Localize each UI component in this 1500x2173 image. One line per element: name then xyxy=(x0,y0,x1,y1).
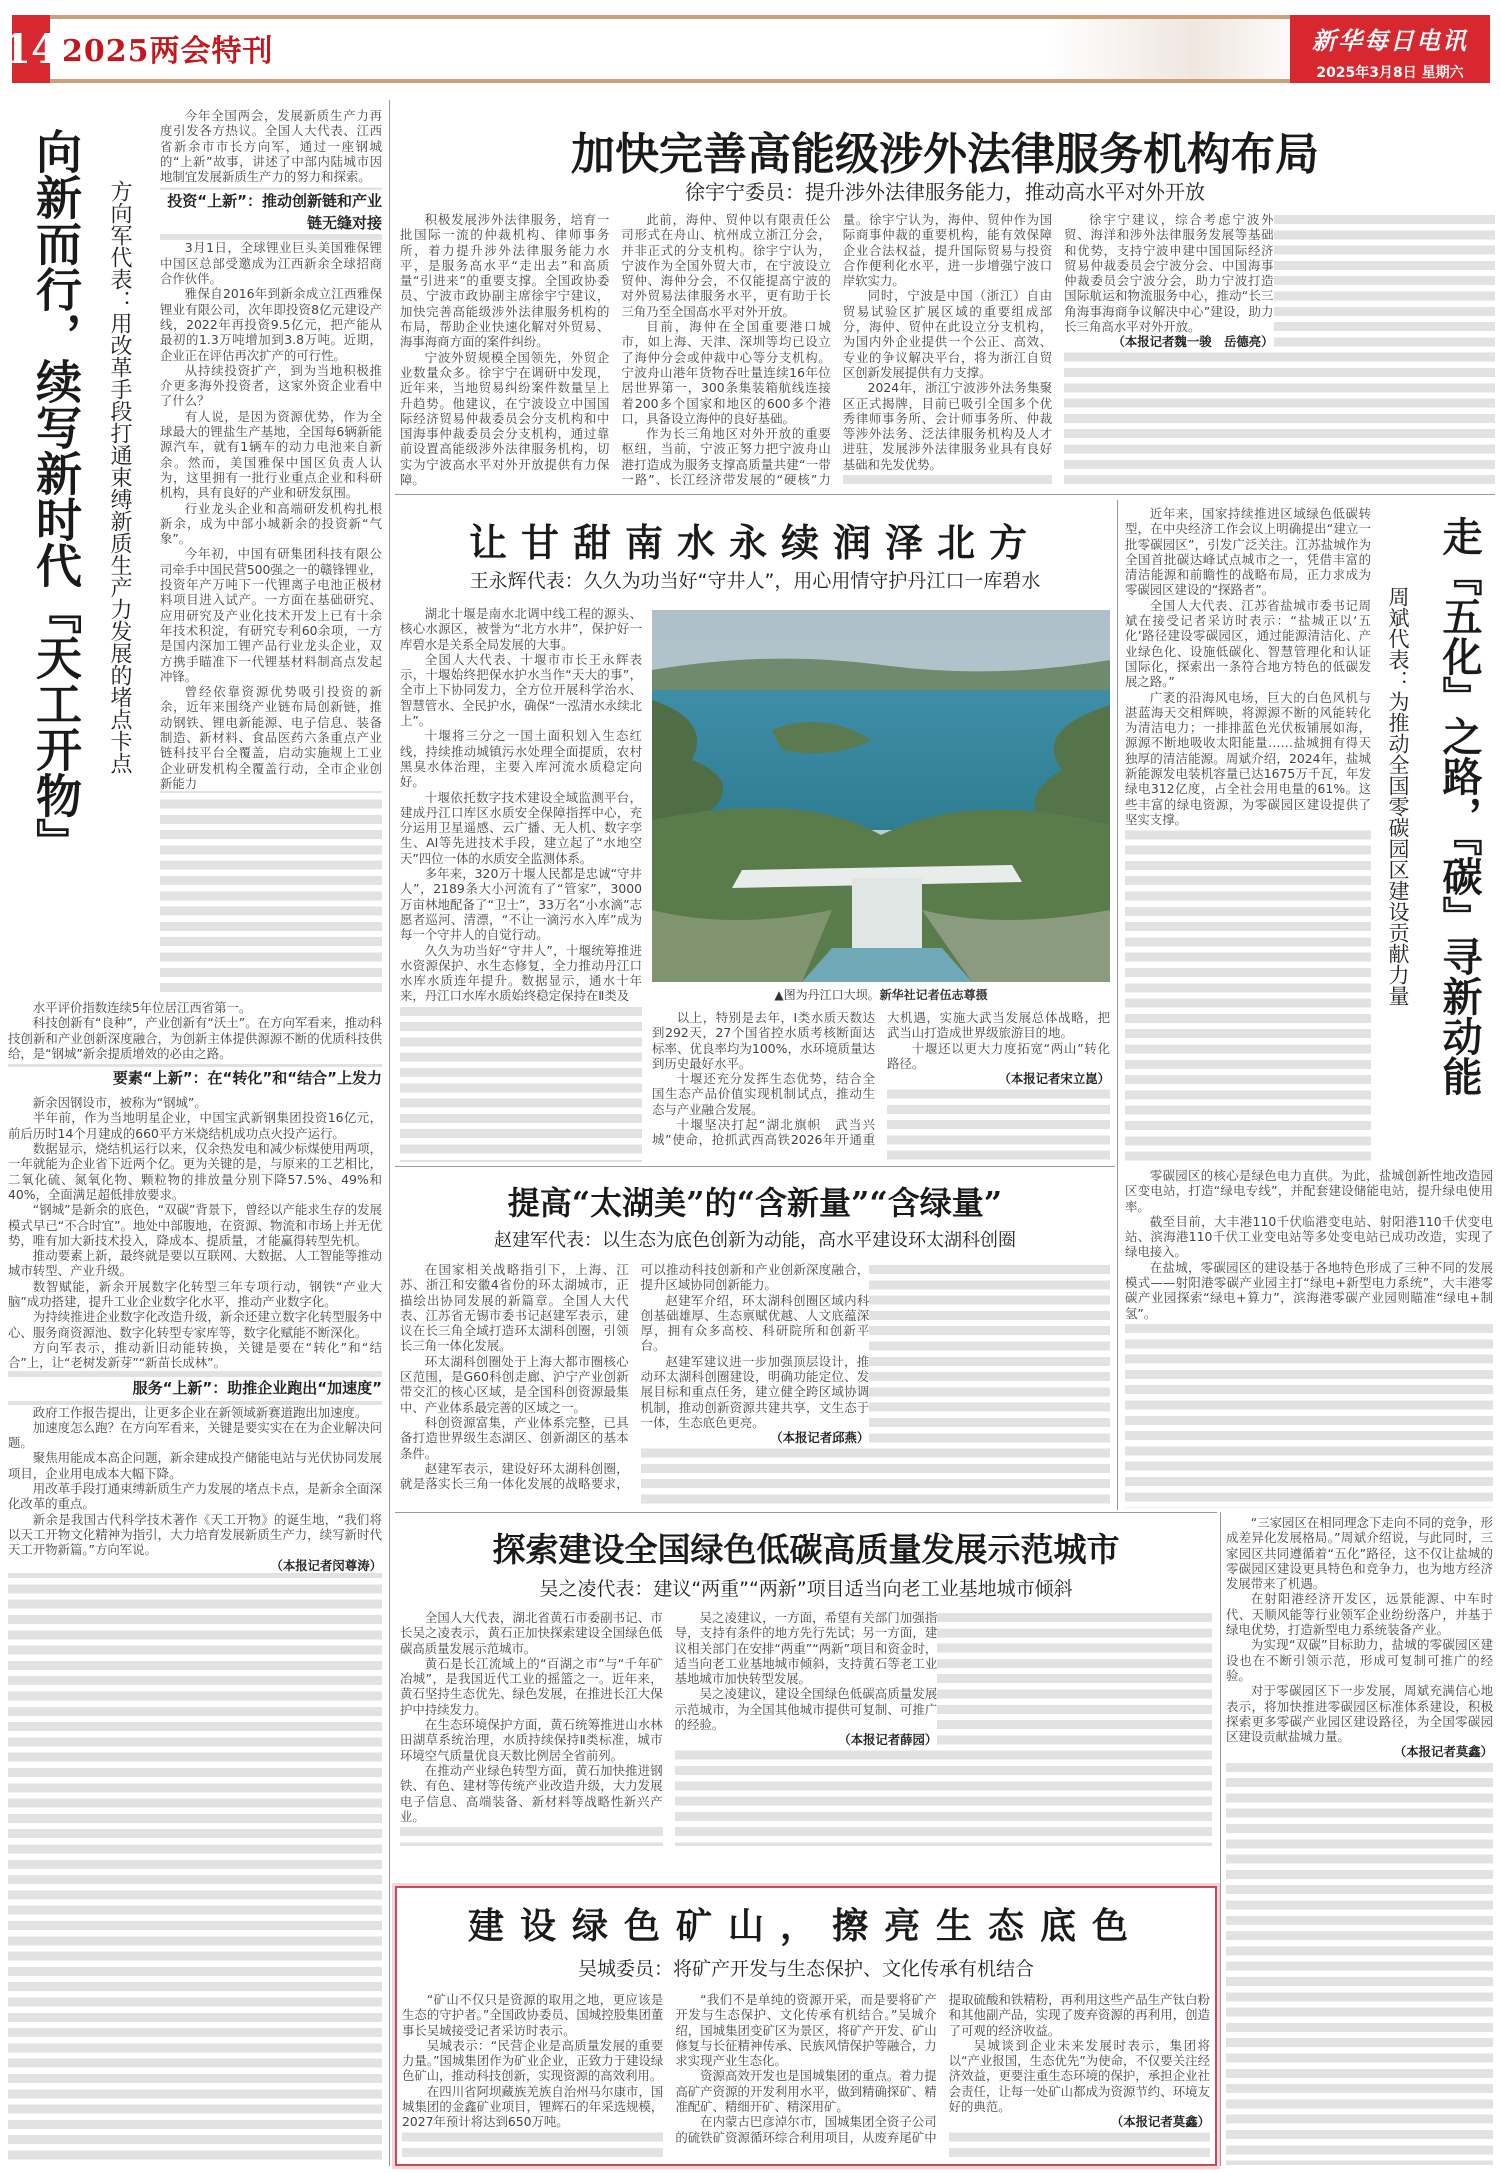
byline: （本报记者宋立崑） xyxy=(887,1071,1110,1086)
paragraph: 零碳园区的核心是绿色电力直供。为此，盐城创新性地改造园区变电站，打造“绿电专线”，并配套建设储能电站，提升绿电使用率。 xyxy=(1125,1168,1493,1214)
paragraph: 在国家相关战略指引下，上海、江苏、浙江和安徽4省份的环太湖城市，正描绘出协同发展的新篇章。全国人大代表、江苏省无锡市委书记赵建军表示，建议在长三角全域打造环太湖科创圈，引领长三角一体化发展。 xyxy=(400,1262,629,1354)
paragraph: 环太湖科创圈处于上海大都市圈核心区范围，是G60科创走廊、沪宁产业创新带交汇的核心区域，是全国科创资源最集中、产业体系最完善的区域之一。 xyxy=(400,1353,629,1415)
section-subhead: 服务“上新”：助推企业跑出“加速度” xyxy=(8,1377,382,1399)
paragraph: 新余因钢设市，被称为“钢城”。 xyxy=(8,1095,382,1110)
article-divider xyxy=(395,1512,1217,1513)
paragraph: 同时，宁波是中国（浙江）自由贸易试验区扩展区域的重要组成部分，海仲、贸仲在此设立分支机构，为国内外企业提供一个公正、高效、专业的争议解决平台，将为浙江自贸区创新发展提供有力支撑。 xyxy=(842,288,1053,380)
paragraph: 今年全国两会，发展新质生产力再度引发各方热议。全国人大代表、江西省新余市市长方向军，通过一座钢城的“上新”故事，讲述了中部内陆城市因地制宜发展新质生产力的努力和探索。 xyxy=(160,108,382,185)
paragraph: 行业龙头企业和高端研发机构扎根新余，成为中部小城新余的投资新“气象”。 xyxy=(160,500,382,547)
paragraph: 作为长三角地区对外开放的重要枢纽，当前，宁波正努力把宁波舟山港打造成为服务支撑高质量共建“一带一路”、长江经济带发展的“硬核”力量。徐宇宁认为，海仲、贸仲作为国际商事仲裁的重要机构，能有效保障企业合法权益，提升国际贸易与投资合作便利化水平，进一步增强宁波口岸软实力。 xyxy=(621,212,1053,488)
paragraph: 多年来，320万十堰人民都是忠诚“守井人”，2189条大小河流有了“管家”，3000万亩林地配备了“卫士”，33万名“小水滴”志愿者巡河、清漂，“不让一滴污水入库”成为每一个守井人的自觉行动。 xyxy=(400,866,642,943)
law-article-body xyxy=(400,212,1495,488)
byline: （本报记者魏一骏 岳德亮） xyxy=(1064,334,1273,349)
mine-article-subtitle: 吴城委员：将矿产开发与生态保护、文化传承有机结合 xyxy=(577,1958,1034,1980)
carbon-article-body-lower xyxy=(1226,1515,1493,2165)
paragraph: 目前，海仲在全国重要港口城市，如上海、天津、深圳等均已设立了海仲分会或仲裁中心等分支机构。宁波舟山港年货物吞吐量连续16年位居世界第一，300条集装箱航线连接着200多个国家和地区的600多个港口，具备设立海仲的良好基础。 xyxy=(621,319,831,426)
byline: （本报记者莫鑫） xyxy=(1226,1744,1493,1759)
paragraph: 吴城表示：“民营企业是高质量发展的重要力量。”国城集团作为矿业企业，正致力于建设绿色矿山，推动科技创新，实现资源的高效利用。 xyxy=(402,2037,664,2084)
page-number: 14 xyxy=(12,15,50,83)
taihu-article-headline: 提高“太湖美”的“含新量”“含绿量” xyxy=(507,1184,1003,1222)
danjiangkou-dam-photo xyxy=(652,610,1110,982)
paragraph: 为实现“双碳”目标助力，盐城的零碳园区建设也在不断引领示范，形成可复制可推广的经验。 xyxy=(1226,1637,1493,1683)
paragraph: 半年前，作为当地明星企业，中国宝武新钢集团投资16亿元，前后历时14个月建成的660平方米烧结机成功点火投产运行。 xyxy=(8,1110,382,1141)
paper-name: 新华每日电讯 xyxy=(1312,26,1468,55)
paragraph: 十堰还以更大力度拓宽“两山”转化路径。 xyxy=(887,1040,1110,1071)
paragraph: 在生态环境保护方面，黄石统筹推进山水林田湖草系统治理，水质持续保持Ⅱ类标准，城市环境空气质量优良天数比例居全省前列。 xyxy=(400,1717,663,1763)
paragraph: 十堰坚决打起“湖北旗帜 武当兴城”使命，抢抓武西高铁2026年开通重大机遇，实施大武当发展总体战略，把武当山打造成世界级旅游目的地。 xyxy=(652,1010,1110,1162)
paragraph: 赵建军介绍，环太湖科创圈区域内科创基础雄厚、生态禀赋优越、人文底蕴深厚，拥有众多高校、科研院所和创新平台。 xyxy=(640,1292,870,1354)
paragraph: 宁波外贸规模全国领先，外贸企业数量众多。徐宇宁在调研中发现，近年来，当地贸易纠纷案件数量呈上升趋势。他建议，在宁波设立中国国际经济贸易仲裁委员会分支机构和中国海事仲裁委员会分支机构，通过靠前设置高能级涉外法律服务机构，切实为宁波高水平对外开放提供有力保障。 xyxy=(400,349,610,488)
paragraph: 此前，海仲、贸仲以有限责任公司形式在舟山、杭州成立浙江分会，并非正式的分支机构。徐宇宁认为，宁波作为全国外贸大市，在宁波设立贸仲、海仲分会，不仅能提高宁波的对外贸易法律服务水平，更有助于长三角乃至全国高水平对外开放。 xyxy=(621,212,831,319)
mine-article-body xyxy=(402,1992,1210,2160)
paragraph: 雅保自2016年到新余成立江西雅保锂业有限公司，次年即投资8亿元建设产线，2022年再投资9.5亿元，把产能从最初的1.3万吨增加到3.8万吨。近期，企业正在评估再次扩产的可行性。 xyxy=(160,286,382,363)
paragraph: 黄石是长江流域上的“百湖之市”与“千年矿冶城”，是我国近代工业的摇篮之一。近年来，黄石坚持生态优先、绿色发展，在推进长江大保护中持续发力。 xyxy=(400,1655,663,1717)
paragraph: 数据显示，烧结机运行以来，仅余热发电和减少标煤使用两项，一年就能为企业省下近两个亿。更为关键的是，与原来的工艺相比，二氧化硫、氮氧化物、颗粒物的排放量分别下降57.5%、49%和40%，全面满足超低排放要求。 xyxy=(8,1141,382,1202)
paragraph: 今年初，中国有研集团科技有限公司牵手中国民营500强之一的赣锋锂业，投资年产万吨下一代锂离子电池正极材料项目进入试产。一方面在基础研究、应用研究及产业化技术开发上已有十余年技术积淀，有研究专利60余项，一方是国内深加工锂产品行业龙头企业，双方携手瞄准下一代锂基材料制高点发起冲锋。 xyxy=(160,546,382,684)
section-subhead: 要素“上新”：在“转化”和“结合”上发力 xyxy=(8,1067,382,1089)
huangshi-article-body xyxy=(400,1610,1212,1846)
paragraph: 2024年，浙江宁波涉外法务集聚区正式揭牌，目前已吸引全国多个优秀律师事务所、会计师事务所、仲裁等涉外法务、泛法律服务机构及人才进驻，发展涉外法律服务业具有良好基础和先发优势。 xyxy=(842,380,1053,472)
carbon-article-body-upper xyxy=(1125,506,1371,1162)
taihu-article-body xyxy=(400,1262,1110,1506)
paragraph: 吴城谈到企业未来发展时表示，集团将以“产业报国，生态优先”为使命，不仅要关注经济效益，更要注重生态环境的保护，承担企业社会责任，让每一处矿山都成为资源节约、环境友好的典范。 xyxy=(948,2037,1210,2115)
taihu-article-subtitle: 赵建军代表：以生态为底色创新为动能，高水平建设环太湖科创圈 xyxy=(494,1230,1016,1251)
water-article-body-right xyxy=(652,1010,1110,1162)
paragraph: 推动要素上新，最终就是要以互联网、大数据、人工智能等推动城市转型、产业升级。 xyxy=(8,1248,382,1279)
paragraph: 加速度怎么跑？在方向军看来，关键是要实实在在为企业解决问题。 xyxy=(8,1419,382,1451)
paragraph: 全国人大代表，湖北省黄石市委副书记、市长吴之凌表示，黄石正加快探索建设全国绿色低碳高质量发展示范城市。 xyxy=(400,1610,663,1656)
paragraph: “矿山不仅只是资源的取用之地，更应该是生态的守护者。”全国政协委员、国城控股集团董事长吴城接受记者采访时表示。 xyxy=(402,1992,664,2038)
paragraph: 十堰依托数字技术建设全域监测平台，建成丹江口库区水质安全保障指挥中心，充分运用卫星遥感、云广播、无人机、数字孪生、AI等先进技术手段，建立起了“水地空天”四位一体的水质安全监测体系。 xyxy=(400,789,642,866)
photo-caption-text: ▲图为丹江口大坝。 xyxy=(774,988,880,1002)
column-divider xyxy=(1117,500,1118,1510)
paragraph: 广袤的沿海风电场，巨大的白色风机与湛蓝海天交相辉映，将源源不断的风能转化为清洁电力；一排排蓝色光伏板铺展如海，源源不断地吸收太阳能量……盐城拥有得天独厚的清洁能源。周斌介绍，2024年，盐城新能源发电装机容量已达1675万千瓦，年发绿电312亿度，占全社会用电量的61%。这些丰富的绿电资源，为零碳园区建设提供了坚实支撑。 xyxy=(1125,689,1371,827)
law-article-subtitle: 徐宇宁委员：提升涉外法律服务能力，推动高水平对外开放 xyxy=(685,180,1205,204)
paragraph: 为持续推进企业数字化改造升级，新余还建立数字化转型服务中心、服务商资源池、数字化转型专家库等，数字化赋能不断深化。 xyxy=(8,1309,382,1340)
carbon-article-body-middle xyxy=(1125,1168,1493,1508)
huangshi-article-headline: 探索建设全国绿色低碳高质量发展示范城市 xyxy=(492,1530,1120,1569)
paragraph: 在射阳港经济开发区，远景能源、中车时代、天顺风能等行业领军企业纷纷落户，并基于绿电优势，打造新型电力系统装备产业。 xyxy=(1226,1591,1493,1638)
left-article-body-upper xyxy=(160,108,382,998)
paragraph: 曾经依靠资源优势吸引投资的新余，近年来围绕产业链布局创新链，推动钢铁、锂电新能源、电子信息、装备制造、新材料、食品医药六条重点产业链科技平台全覆盖，启动实施规上工业企业研发机构全覆盖行动，全市企业创新能力 xyxy=(160,684,382,791)
paragraph: 在四川省阿坝藏族羌族自治州马尔康市，国城集团的金鑫矿业项目，锂辉石的年采选规模，2027年预计将达到650万吨。 xyxy=(402,2083,664,2130)
left-article-subtitle: 方向军代表：用改革手段打通束缚新质生产力发展的堵点卡点 xyxy=(107,180,132,774)
paragraph: 方向军表示，推动新旧动能转换，关键是要在“转化”和“结合”上，让“老树发新芽”“新苗长成林”。 xyxy=(8,1339,382,1371)
paragraph: 有人说，是因为资源优势，作为全球最大的锂盐生产基地，全国每6辆新能源汽车，就有1辆车的动力电池来自新余。然而，美国雅保中国区负责人认为，这里拥有一批行业重点企业和科研机构，具有良好的产业和研发氛围。 xyxy=(160,408,382,501)
paragraph: 以上，特别是去年，Ⅰ类水质天数达到292天，27个国省控水质考核断面达标率、优良率均为100%，水环境质量达到历史最好水平。 xyxy=(652,1010,875,1071)
paragraph: 在推动产业绿色转型方面，黄石加快推进钢铁、有色、建材等传统产业改造升级，大力发展电子信息、高端装备、新材料等战略性新兴产业。 xyxy=(400,1762,663,1824)
paragraph: 对于零碳园区下一步发展，周斌充满信心地表示，将加快推进零碳园区标准体系建设，积极探索更多零碳产业园区建设路径，为全国零碳园区建设贡献盐城力量。 xyxy=(1226,1683,1493,1745)
section-subhead: 投资“上新”：推动创新链和产业链无缝对接 xyxy=(160,190,382,234)
paragraph: 聚焦用能成本高企问题，新余建成投产储能电站与光伏协同发展项目，企业用电成本大幅下降。 xyxy=(8,1450,382,1481)
paragraph: 数智赋能，新余开展数字化转型三年专项行动，钢铁“产业大脑”成功搭建，提升工业企业数字化水平，推动产业数字化。 xyxy=(8,1278,382,1310)
paragraph: 吴之凌建议，一方面，希望有关部门加强指导，支持有条件的地方先行先试；另一方面，建议相关部门在安排“两重”“两新”项目和资金时，适当向老工业基地城市倾斜，支持黄石等老工业基地城市加快转型发展。 xyxy=(674,1610,938,1687)
carbon-article-headline: 走『五化』之路，『碳』寻新动能 xyxy=(1436,516,1483,1096)
paragraph: 用改革手段打通束缚新质生产力发展的堵点卡点，是新余全面深化改革的重点。 xyxy=(8,1481,382,1512)
byline: （本报记者莫鑫） xyxy=(949,2114,1210,2129)
paragraph: 在盐城，零碳园区的建设基于各地特色形成了三种不同的发展模式——射阳港零碳产业园主打“绿电+新型电力系统”，大丰港零碳产业园探索“绿电+算力”，滨海港零碳产业园则瞄准“绿电+制氢”。 xyxy=(1125,1259,1493,1321)
carbon-article-subtitle: 周斌代表：为推动全国零碳园区建设贡献力量 xyxy=(1386,586,1410,1006)
paragraph: 新余是我国古代科学技术著作《天工开物》的诞生地，“我们将以天工开物文化精神为指引，大力培育发展新质生产力，续写新时代天工开物新篇。”方向军说。 xyxy=(8,1511,382,1558)
paragraph: 湖北十堰是南水北调中线工程的源头、核心水源区，被誉为“北方水井”，保护好一库碧水是关系全局发展的大事。 xyxy=(400,606,642,652)
paragraph: 全国人大代表、江苏省盐城市委书记周斌在接受记者采访时表示：“盐城正以‘五化’路径建设零碳园区，通过能源清洁化、产业绿色化、设施低碳化、智慧管理化和认证国际化，探索出一条符合地方特色的低碳发展之路。” xyxy=(1125,597,1371,690)
huangshi-article-subtitle: 吴之凌代表：建议“两重”“两新”项目适当向老工业基地城市倾斜 xyxy=(539,1578,1073,1600)
paragraph: 科技创新有“良种”，产业创新有“沃土”。在方向军看来，推动科技创新和产业创新深度融合，为创新主体提供源源不断的优质科技供给，是“钢城”新余提质增效的必由之路。 xyxy=(8,1015,382,1061)
paragraph: 3月1日，全球锂业巨头美国雅保锂中国区总部受邀成为江西新余全球招商合作伙伴。 xyxy=(160,240,382,287)
paragraph: 积极发展涉外法律服务，培育一批国际一流的仲裁机构、律师事务所，着力提升涉外法律服务能力水平，是服务高水平“走出去”和高质量“引进来”的重要支撑。全国政协委员、宁波市政协副主席徐宇宁建议，加快完善高能级涉外法律服务机构的布局，帮助企业快速化解对外贸易、海事海商方面的案件纠纷。 xyxy=(400,212,610,350)
byline: （本报记者薛园） xyxy=(675,1732,938,1747)
paragraph: 吴之凌建议，建设全国绿色低碳高质量发展示范城市，为全国其他城市提供可复制、可推广的经验。 xyxy=(674,1686,938,1733)
law-article-headline: 加快完善高能级涉外法律服务机构布局 xyxy=(571,129,1319,180)
paragraph: 从持续投资扩产，到为当地积极推介更多海外投资者，这家外资企业看中了什么？ xyxy=(160,362,382,409)
water-article-headline: 让甘甜南水永续润泽北方 xyxy=(468,520,1041,565)
issue-date: 2025年3月8日 星期六 xyxy=(1316,65,1464,81)
paragraph: “钢城”是新余的底色，“双碳”背景下，曾经以产能求生存的发展模式早已“不合时宜”。地处中部腹地，在资源、物流和市场上并无优势，唯有加大新技术投入，降成本、提质量，才能赢得转型先机。 xyxy=(8,1202,382,1248)
water-article-subtitle: 王永辉代表：久久为功当好“守井人”，用心用情守护丹江口一库碧水 xyxy=(469,570,1041,592)
paper-brand xyxy=(1290,15,1490,83)
article-divider xyxy=(395,494,1495,495)
paragraph: 赵建军表示，建设好环太湖科创圈，就是落实长三角一体化发展的战略要求，可以推动科技创新和产业创新深度融合，提升区域协同创新能力。 xyxy=(400,1262,869,1506)
paragraph: 截至目前，大丰港110千伏临港变电站、射阳港110千伏变电站、滨海港110千伏工业变电站等多处变电站已成功改造，实现了绿电接入。 xyxy=(1125,1213,1493,1260)
left-article-body-lower xyxy=(8,1000,382,2164)
paragraph: 十堰还充分发挥生态优势，结合全国生态产品价值实现机制试点，推动生态与产业融合发展。 xyxy=(652,1071,875,1117)
paragraph: 资源高效开发也是国城集团的重点。着力提高矿产资源的开发利用水平，做到精确探矿、精准配矿、精细开矿、精深用矿。 xyxy=(675,2068,937,2115)
paragraph: 十堰将三分之一国土面积划入生态红线，持续推动城镇污水处理全面提质，农村黑臭水体治理，主要入库河流水质稳定向好。 xyxy=(400,728,642,790)
paragraph: 水平评价指数连续5年位居江西省第一。 xyxy=(8,1000,382,1015)
paragraph: 久久为功当好“守井人”，十堰统筹推进水资源保护、水生态修复，全力推动丹江口水库水质连年提升。数据显示，通水十年来，丹江口水库水质始终稳定保持在Ⅱ类及 xyxy=(400,942,642,1004)
column-divider xyxy=(1220,1512,1221,2166)
paragraph: “三家园区在相同理念下走向不同的竞争，形成差异化发展格局。”周斌介绍说，与此同时，三家园区共同遵循着“五化”路径，这不仅让盐城的零碳园区建设更具特色和竞争力，也为地方经济发展带来了机遇。 xyxy=(1226,1515,1493,1592)
photo-caption xyxy=(652,986,1110,1003)
paragraph: 全国人大代表、十堰市市长王永辉表示，十堰始终把保水护水当作“天大的事”，全市上下协同发力，全方位开展科学治水、智慧管水、全民护水，确保“一泓清水永续北上”。 xyxy=(400,651,642,729)
mine-article-headline: 建设绿色矿山，擦亮生态底色 xyxy=(467,1905,1144,1947)
article-divider xyxy=(395,1166,1115,1167)
section-title: 2025两会特刊 xyxy=(62,34,274,69)
paragraph: 赵建军建议进一步加强顶层设计，推动环太湖科创圈建设，明确功能定位、发展目标和重点任务，建立健全跨区域协调机制，推动创新资源共建共享，文生态于一体，生态底色更亮。 xyxy=(640,1353,870,1430)
column-divider xyxy=(389,100,390,2166)
water-article-body-left xyxy=(400,606,642,1162)
byline: （本报记者闵尊涛） xyxy=(8,1558,382,1573)
photo-credit: 新华社记者伍志尊摄 xyxy=(879,988,988,1002)
paragraph: “我们不是单纯的资源开采，而是要将矿产开发与生态保护、文化传承有机结合。”吴城介绍，国城集团变矿区为景区，将矿产开发、矿山修复与长征精神传承、民族风情保护等融合，力求实现产业生态化。 xyxy=(675,1992,937,2069)
left-article-headline: 向新而行，续写新时代『天工开物』 xyxy=(29,128,83,864)
paragraph: 科创资源富集，产业体系完整，已具备打造世界级生态湖区、创新湖区的基本条件。 xyxy=(400,1414,629,1461)
byline: （本报记者邱燕） xyxy=(641,1430,870,1445)
paragraph: 政府工作报告提出，让更多企业在新领域新赛道跑出加速度。 xyxy=(8,1405,382,1420)
paragraph: 近年来，国家持续推进区域绿色低碳转型，在中央经济工作会议上明确提出“建立一批零碳园区”，引发广泛关注。江苏盐城作为全国首批碳达峰试点城市之一，凭借丰富的清洁能源和前瞻性的战略布局，正力求成为零碳园区建设的“探路者”。 xyxy=(1125,506,1371,598)
paragraph: 在内蒙古巴彦淖尔市，国城集团全资子公司的硫铁矿资源循环综合利用项目，从废弃尾矿中提取硫酸和铁精粉，再利用这些产品生产钛白粉和其他副产品，实现了废弃资源的再利用，创造了可观的经济收益。 xyxy=(675,1992,1210,2160)
paragraph: 徐宇宁建议，综合考虑宁波外贸、海洋和涉外法律服务发展等基础和优势，支持宁波申建中国国际经济贸易仲裁委员会宁波分会、中国海事仲裁委员会宁波分会，助力宁波打造国际航运和物流服务中心，推动“长三角海事海商争议解决中心”建设，助力长三角高水平对外开放。 xyxy=(1064,212,1274,335)
